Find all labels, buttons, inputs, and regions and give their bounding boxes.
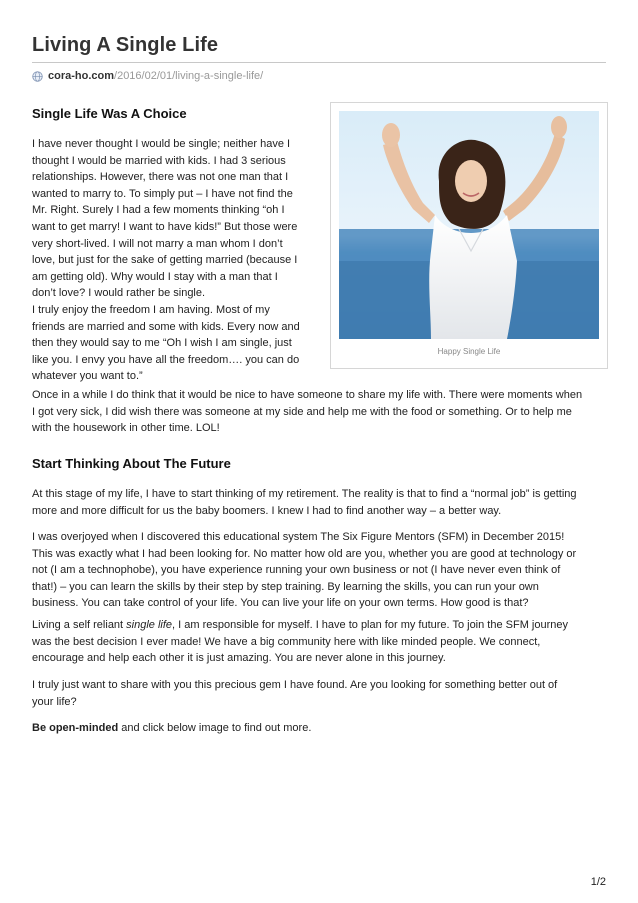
paragraph-intro: I have never thought I would be single; neither have I thought I would be married with kids. I had 3 serious relationships. However, there was not one man that I wanted to marry to. To simply put – I have not find the Mr. Right. Surely I had a few moments thinking “oh I want to get marry! I want to have kids!” But those were very short-lived. I will not marry a man whom I don’t love, but just for the sake of getting married (because I am getting old). Why would I stay with a man that I don’t love? I would rather be single. — [32, 138, 298, 300]
article-title: Living A Single Life — [32, 34, 219, 56]
paragraph-freedom: I truly enjoy the freedom I am having. Most of my friends are married and some with kids. Every now and then they would say to me “Oh I wish I am single, just like you. I envy you have all the freedom…. you can do whatever you want to.” — [32, 304, 300, 383]
photo-illustration — [339, 111, 599, 339]
paragraph-share-gem: I truly just want to share with you this precious gem I have found. Are you looking for something better out of your life? — [32, 679, 558, 708]
single-life-emphasis: single life — [126, 619, 173, 631]
open-minded-bold: Be open-minded — [32, 722, 119, 734]
page-number: 1/2 — [590, 876, 606, 888]
photo-figure — [330, 102, 608, 369]
source-path[interactable]: /2016/02/01/living-a-single-life/ — [114, 70, 264, 82]
title-divider — [32, 62, 606, 63]
paragraph-someone-to-share: Once in a while I do think that it would be nice to have someone to share my life with. There were moments when I got very sick, I did wish there was someone at my side and help me with the food or something. Or to help me with the housework in other time. LOL! — [32, 389, 583, 435]
section-heading-future: Start Thinking About The Future — [32, 456, 231, 471]
source-link[interactable] — [32, 70, 263, 82]
source-domain[interactable]: cora-ho.com — [48, 70, 115, 82]
paragraph-retirement: At this stage of my life, I have to start thinking of my retirement. The reality is that to find a “normal job” is getting more and more difficult for us the baby boomers. I knew I had to find another way – a better way. — [32, 488, 577, 517]
globe-icon — [32, 71, 43, 82]
woman-beach-photo — [339, 111, 599, 339]
figure-caption: Happy Single Life — [437, 347, 501, 356]
paragraph-self-reliant: Living a self reliant single life, I am responsible for myself. I have to plan for my future. To join the SFM journey was the best decision I ever made! We have a big community here with like minded people. We connect, encourage and help each other it is just amazing. You are never alone in this journey. — [32, 619, 569, 665]
section-heading-single-life: Single Life Was A Choice — [32, 106, 187, 121]
paragraph-sfm-discovery: I was overjoyed when I discovered this educational system The Six Figure Mentors (SFM) in December 2015! This was exactly what I had been looking for. No matter how old are you, whether you are good at technology or not (I am a technophobe), you have experience running your own business or not (I have never even think of that!) – you can learn the skills by their step by step training. By learning the skills, you can run your own business. You can take control of your life. You can live your life on your own terms. How good is that? — [32, 531, 577, 610]
paragraph-call-to-action: Be open-minded and click below image to find out more. — [32, 722, 312, 734]
